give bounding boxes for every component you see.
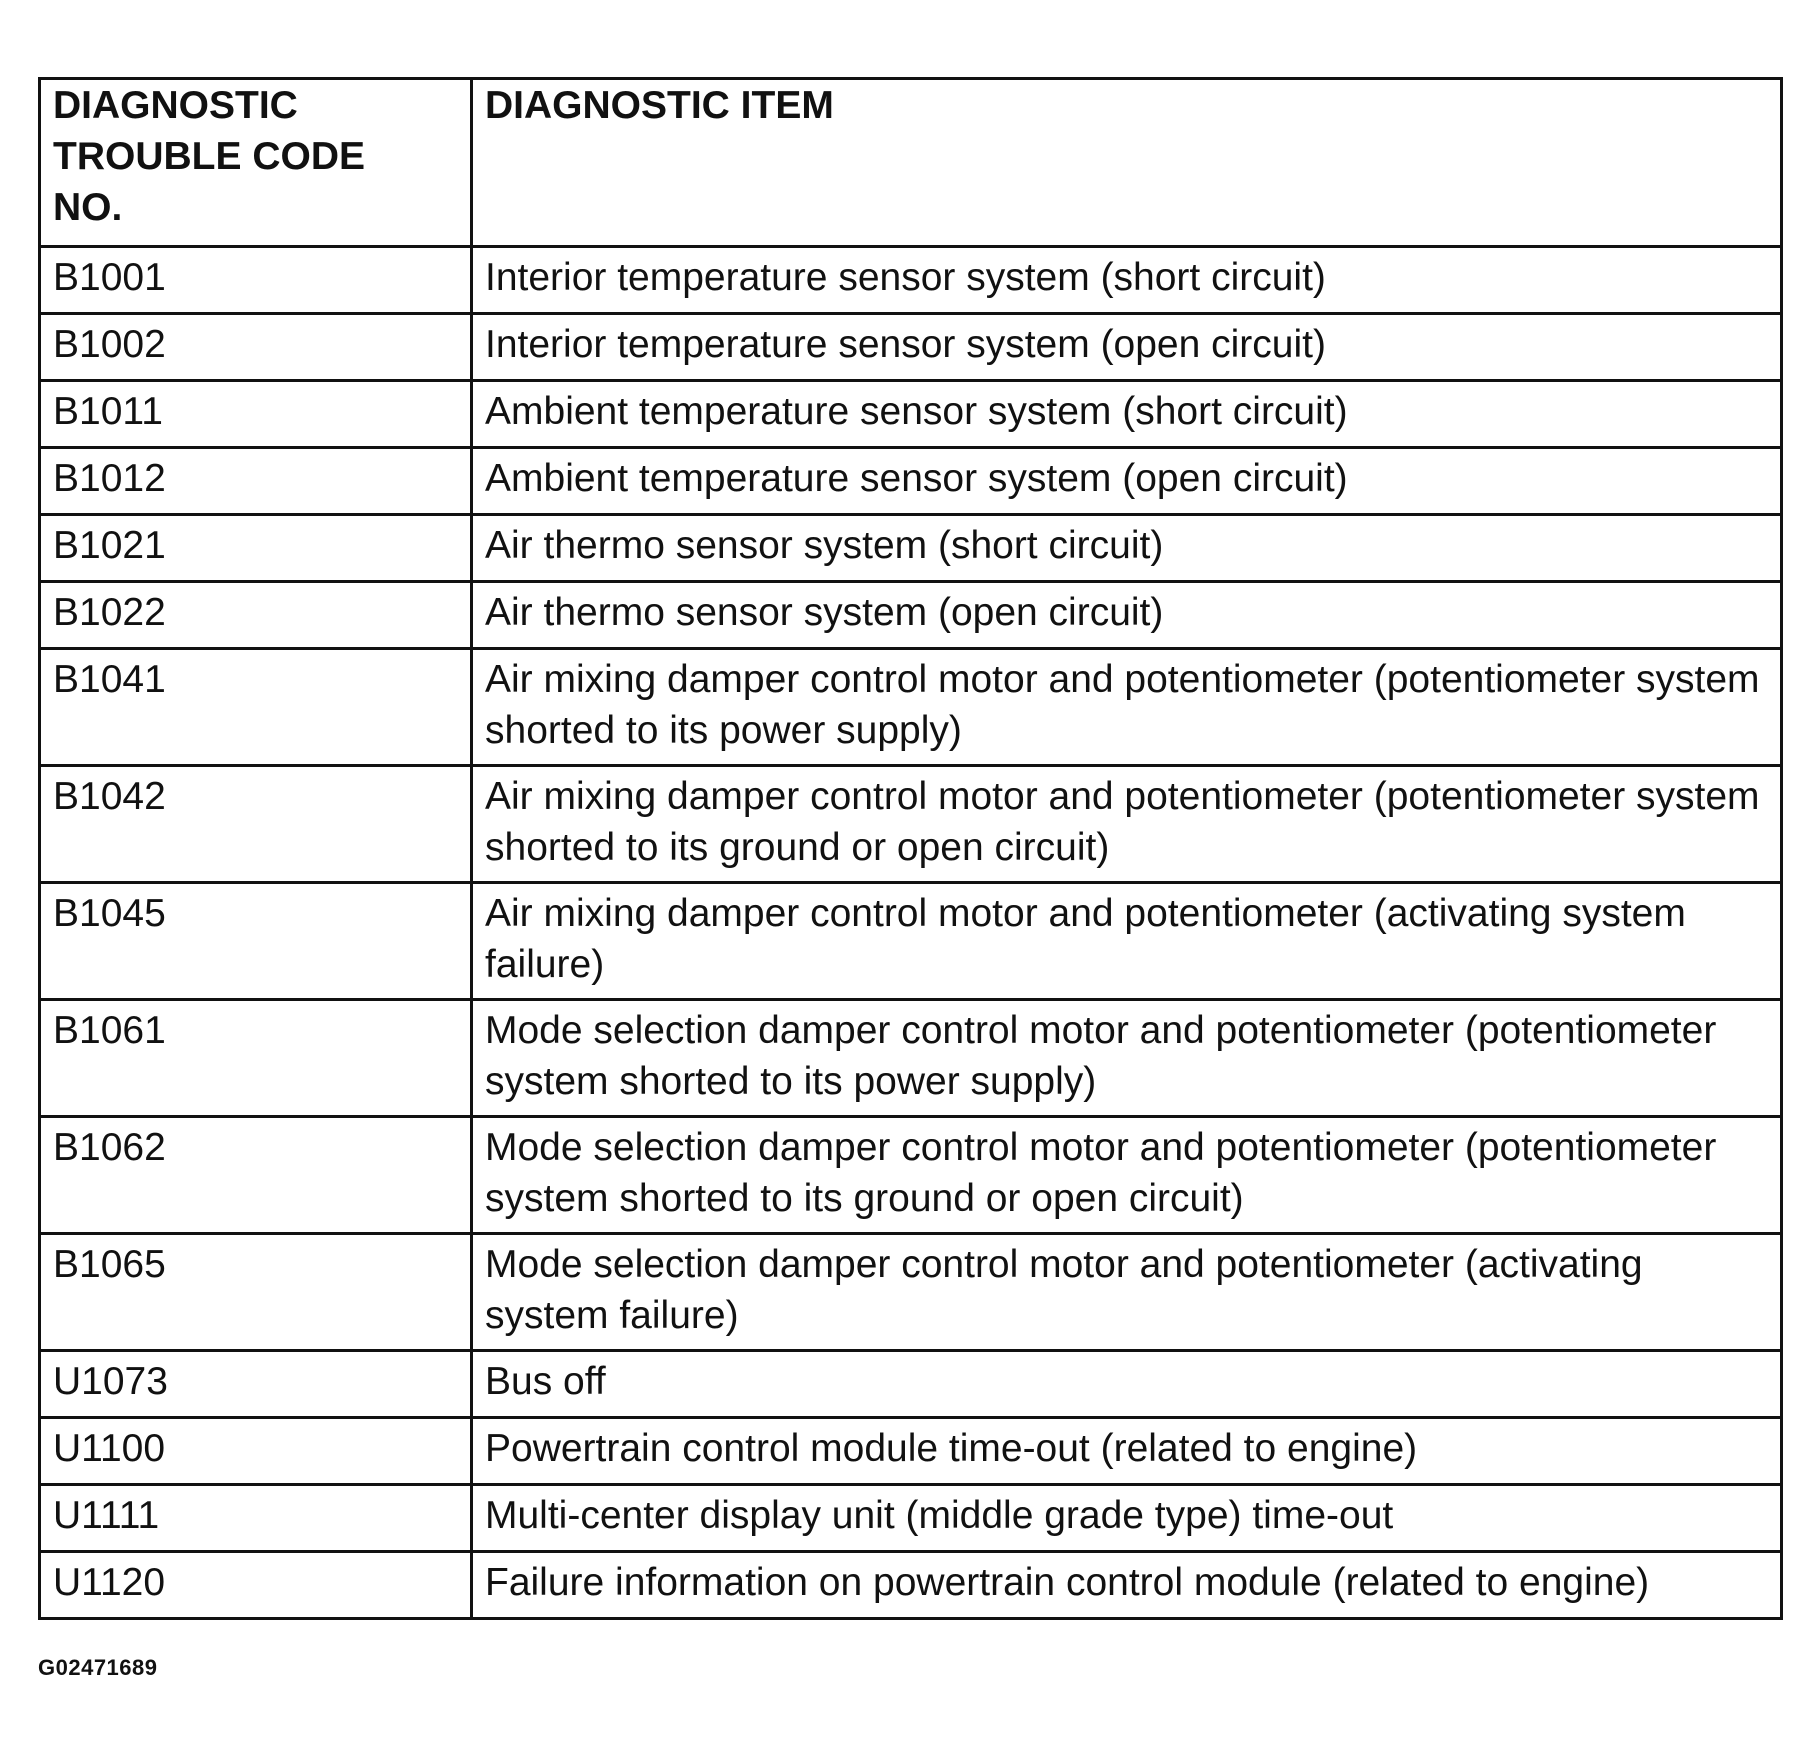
code-cell: U1111 <box>40 1485 472 1552</box>
table-row <box>40 381 1782 448</box>
code-cell: B1021 <box>40 515 472 582</box>
code-cell: U1120 <box>40 1552 472 1619</box>
item-cell: Mode selection damper control motor and potentiometer (potentiometer system shorted to its ground or open circuit) <box>472 1117 1782 1234</box>
table-row <box>40 314 1782 381</box>
table-row <box>40 1485 1782 1552</box>
code-cell: B1062 <box>40 1117 472 1234</box>
table-row <box>40 649 1782 766</box>
column-header-item: DIAGNOSTIC ITEM <box>472 79 1782 247</box>
code-cell: B1011 <box>40 381 472 448</box>
item-cell: Air mixing damper control motor and potentiometer (activating system failure) <box>472 883 1782 1000</box>
table-row <box>40 1117 1782 1234</box>
table-row <box>40 247 1782 314</box>
code-cell: B1065 <box>40 1234 472 1351</box>
table-row <box>40 1234 1782 1351</box>
item-cell: Bus off <box>472 1351 1782 1418</box>
table-header <box>40 79 1782 247</box>
item-cell: Ambient temperature sensor system (open circuit) <box>472 448 1782 515</box>
figure-id: G02471689 <box>38 1655 158 1680</box>
table-row <box>40 1351 1782 1418</box>
code-cell: B1045 <box>40 883 472 1000</box>
code-cell: B1001 <box>40 247 472 314</box>
item-cell: Air thermo sensor system (short circuit) <box>472 515 1782 582</box>
item-cell: Mode selection damper control motor and potentiometer (potentiometer system shorted to its power supply) <box>472 1000 1782 1117</box>
table-row <box>40 766 1782 883</box>
item-cell: Powertrain control module time-out (related to engine) <box>472 1418 1782 1485</box>
table-row <box>40 448 1782 515</box>
code-cell: B1042 <box>40 766 472 883</box>
table-row <box>40 1418 1782 1485</box>
item-cell: Interior temperature sensor system (short circuit) <box>472 247 1782 314</box>
item-cell: Mode selection damper control motor and potentiometer (activating system failure) <box>472 1234 1782 1351</box>
table-row <box>40 1552 1782 1619</box>
table-body <box>40 247 1782 1619</box>
item-cell: Ambient temperature sensor system (short circuit) <box>472 381 1782 448</box>
code-cell: B1022 <box>40 582 472 649</box>
table-row <box>40 582 1782 649</box>
table-row <box>40 515 1782 582</box>
item-cell: Multi-center display unit (middle grade type) time-out <box>472 1485 1782 1552</box>
item-cell: Air mixing damper control motor and potentiometer (potentiometer system shorted to its power supply) <box>472 649 1782 766</box>
item-cell: Failure information on powertrain control module (related to engine) <box>472 1552 1782 1619</box>
item-cell: Interior temperature sensor system (open circuit) <box>472 314 1782 381</box>
code-cell: B1002 <box>40 314 472 381</box>
table-row <box>40 1000 1782 1117</box>
code-cell: B1012 <box>40 448 472 515</box>
table-row <box>40 883 1782 1000</box>
column-header-code: DIAGNOSTIC TROUBLE CODE NO. <box>40 79 472 247</box>
item-cell: Air mixing damper control motor and potentiometer (potentiometer system shorted to its ground or open circuit) <box>472 766 1782 883</box>
code-cell: B1041 <box>40 649 472 766</box>
item-cell: Air thermo sensor system (open circuit) <box>472 582 1782 649</box>
code-cell: B1061 <box>40 1000 472 1117</box>
diagnostic-trouble-code-table <box>38 77 1783 1620</box>
table-header-row <box>40 79 1782 247</box>
code-cell: U1073 <box>40 1351 472 1418</box>
code-cell: U1100 <box>40 1418 472 1485</box>
